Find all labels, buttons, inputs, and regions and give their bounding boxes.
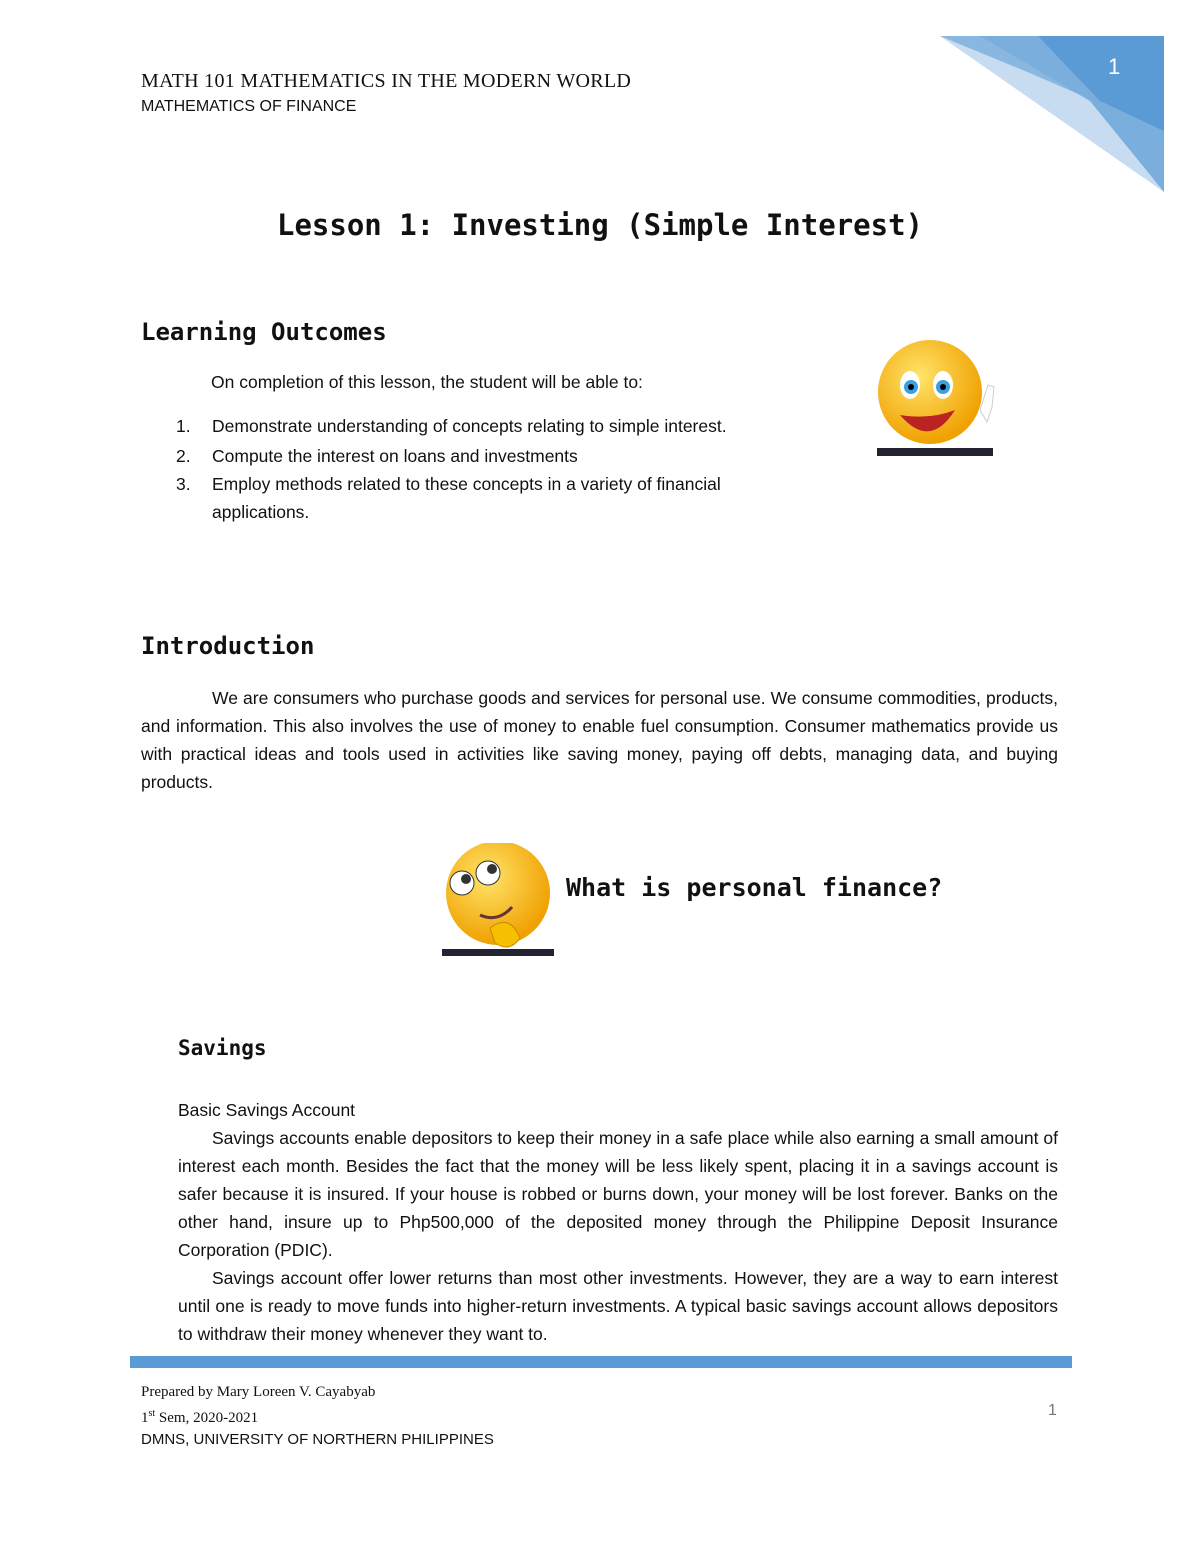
savings-section	[178, 1096, 1058, 1348]
outcomes-list	[141, 412, 732, 526]
introduction-heading: Introduction	[141, 632, 315, 660]
footer-page-number: 1	[1048, 1402, 1057, 1419]
savings-subheading: Basic Savings Account	[178, 1100, 356, 1120]
callout-question: What is personal finance?	[566, 873, 943, 902]
footer-semester: 1st Sem, 2020-2021	[141, 1408, 259, 1426]
outcomes-intro: On completion of this lesson, the student will be able to:	[211, 372, 643, 392]
savings-paragraph: Savings accounts enable depositors to keep their money in a safe place while also earning a small amount of interest each month. Besides the fact that the money will be less likely spent, placing it in a savings account is safer because it is insured. If your house is robbed or burns down, your money will be lost forever. Banks on the other hand, insure up to Php500,000 of the deposited money through the Philippine Deposit Insurance Corporation (PDIC).	[178, 1128, 1058, 1260]
header-course: MATH 101 MATHEMATICS IN THE MODERN WORLD	[141, 70, 632, 92]
thumbs-up-emoji-icon	[875, 340, 995, 460]
footer-institution: DMNS, UNIVERSITY OF NORTHERN PHILIPPINES	[141, 1431, 494, 1448]
lesson-title: Lesson 1: Investing (Simple Interest)	[276, 208, 923, 242]
footer	[141, 1382, 494, 1450]
page-corner-decoration	[940, 36, 1165, 194]
footer-divider	[130, 1356, 1072, 1368]
header-page-number: 1	[1108, 54, 1121, 79]
list-item: 1. Demonstrate understanding of concepts relating to simple interest.	[176, 416, 727, 436]
header-topic: MATHEMATICS OF FINANCE	[141, 98, 357, 115]
savings-heading: Savings	[178, 1036, 267, 1060]
list-item: 2. Compute the interest on loans and investments	[176, 446, 578, 466]
footer-prepared-by: Prepared by Mary Loreen V. Cayabyab	[141, 1384, 376, 1400]
learning-outcomes-heading: Learning Outcomes	[141, 318, 387, 346]
introduction-text: We are consumers who purchase goods and services for personal use. We consume commodities, products, and information. This also involves the use of money to enable fuel consumption. Consumer mathematics provide us with practical ideas and tools used in activities like saving money, paying off debts, managing data, and buying products.	[141, 688, 1058, 792]
thinking-emoji-icon	[440, 843, 555, 958]
list-item: 3. Employ methods related to these concepts in a variety of financial applications.	[176, 474, 721, 522]
savings-paragraph: Savings account offer lower returns than most other investments. However, they are a way to earn interest until one is ready to move funds into higher-return investments. A typical basic savings account allows depositors to withdraw their money whenever they want to.	[178, 1268, 1058, 1344]
